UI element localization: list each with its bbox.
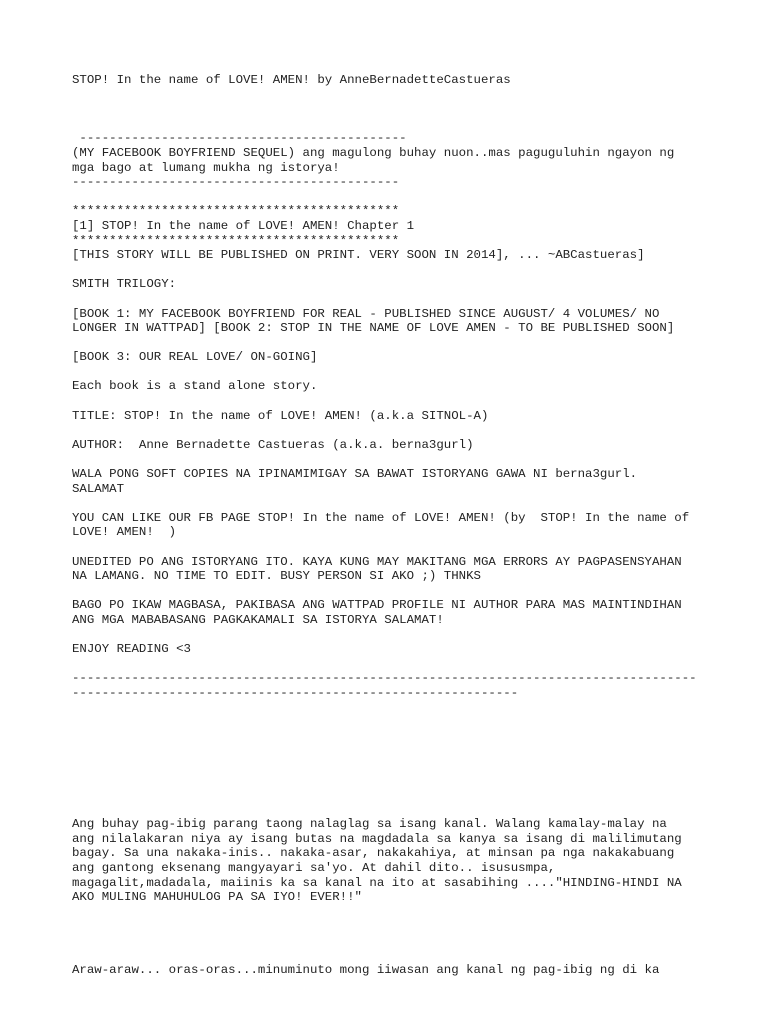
text-line: LONGER IN WATTPAD] [BOOK 2: STOP IN THE NAME OF LOVE AMEN - TO BE PUBLISHED SOON]: [72, 321, 675, 336]
blank-line: [72, 292, 712, 307]
text-line: ang gantong eksenang mangyayari sa'yo. At dahil dito.. isususmpa,: [72, 861, 556, 876]
text-line: ------------------------------------------------------------------------------------: [72, 671, 697, 686]
blank-line: [72, 117, 712, 132]
text-line: [1] STOP! In the name of LOVE! AMEN! Chapter 1: [72, 218, 415, 233]
text-line: TITLE: STOP! In the name of LOVE! AMEN! (a.k.a SITNOL-A): [72, 408, 489, 423]
blank-line: [72, 774, 712, 789]
blank-line: [72, 496, 712, 511]
text-line: Ang buhay pag-ibig parang taong nalaglag sa isang kanal. Walang kamalay-malay na: [72, 817, 667, 832]
text-line: AUTHOR: Anne Bernadette Castueras (a.k.a. berna3gurl): [72, 437, 474, 452]
text-line: ang nilalakaran niya ay isang butas na magdadala sa kanya sa isang di malilimutang: [72, 831, 682, 846]
blank-line: [72, 584, 712, 599]
text-line: YOU CAN LIKE OUR FB PAGE STOP! In the name of LOVE! AMEN! (by STOP! In the name of: [72, 510, 690, 525]
text-line: AKO MULING MAHUHULOG PA SA IYO! EVER!!": [72, 890, 362, 905]
text-line: SMITH TRILOGY:: [72, 277, 177, 292]
text-line: ANG MGA MABABASANG PAGKAKAMALI SA ISTORYA SALAMAT!: [72, 612, 444, 627]
blank-line: [72, 701, 712, 716]
document-body: [72, 73, 712, 978]
text-line: [THIS STORY WILL BE PUBLISHED ON PRINT. VERY SOON IN 2014], ... ~ABCastueras]: [72, 248, 645, 263]
text-line: (MY FACEBOOK BOYFRIEND SEQUEL) ang magulong buhay nuon..mas paguguluhin ngayon ng: [72, 145, 675, 160]
text-line: ENJOY READING <3: [72, 642, 191, 657]
text-line: BAGO PO IKAW MAGBASA, PAKIBASA ANG WATTPAD PROFILE NI AUTHOR PARA MAS MAINTINDIHAN: [72, 598, 682, 613]
blank-line: [72, 934, 712, 949]
blank-line: [72, 263, 712, 278]
blank-line: [72, 190, 712, 205]
blank-line: [72, 715, 712, 730]
blank-line: [72, 905, 712, 920]
blank-line: [72, 452, 712, 467]
blank-line: [72, 102, 712, 117]
text-line: [BOOK 3: OUR REAL LOVE/ ON-GOING]: [72, 350, 318, 365]
blank-line: [72, 657, 712, 672]
text-line: bagay. Sa una nakaka-inis.. nakaka-asar, nakakahiya, at minsan pa nga nakakabuang: [72, 846, 675, 861]
text-line: mga bago at lumang mukha ng istorya!: [72, 160, 340, 175]
text-line: SALAMAT: [72, 481, 125, 496]
text-line: ********************************************: [72, 204, 400, 219]
text-line: LOVE! AMEN! ): [72, 525, 177, 540]
blank-line: [72, 394, 712, 409]
blank-line: [72, 730, 712, 745]
blank-line: [72, 788, 712, 803]
blank-line: [72, 540, 712, 555]
blank-line: [72, 919, 712, 934]
text-line: Araw-araw... oras-oras...minuminuto mong iiwasan ang kanal ng pag-ibig ng di ka: [72, 963, 660, 978]
text-line: --------------------------------------------: [72, 131, 407, 146]
blank-line: [72, 365, 712, 380]
blank-line: [72, 88, 712, 103]
blank-line: [72, 423, 712, 438]
text-line: ------------------------------------------------------------: [72, 685, 519, 700]
text-line: Each book is a stand alone story.: [72, 379, 318, 394]
document-title: STOP! In the name of LOVE! AMEN! by AnneBernadetteCastueras: [72, 73, 511, 87]
blank-line: [72, 803, 712, 818]
text-line: UNEDITED PO ANG ISTORYANG ITO. KAYA KUNG MAY MAKITANG MGA ERRORS AY PAGPASENSYAHAN: [72, 554, 682, 569]
text-line: ********************************************: [72, 233, 400, 248]
blank-line: [72, 628, 712, 643]
blank-line: [72, 336, 712, 351]
text-line: WALA PONG SOFT COPIES NA IPINAMIMIGAY SA BAWAT ISTORYANG GAWA NI berna3gurl.: [72, 467, 638, 482]
text-line: --------------------------------------------: [72, 175, 400, 190]
text-line: [BOOK 1: MY FACEBOOK BOYFRIEND FOR REAL - PUBLISHED SINCE AUGUST/ 4 VOLUMES/ NO: [72, 306, 660, 321]
text-line: NA LAMANG. NO TIME TO EDIT. BUSY PERSON SI AKO ;) THNKS: [72, 569, 481, 584]
blank-line: [72, 759, 712, 774]
text-line: magagalit,madadala, maiinis ka sa kanal na ito at sasabihing ...."HINDING-HINDI NA: [72, 875, 682, 890]
blank-line: [72, 744, 712, 759]
blank-line: [72, 949, 712, 964]
